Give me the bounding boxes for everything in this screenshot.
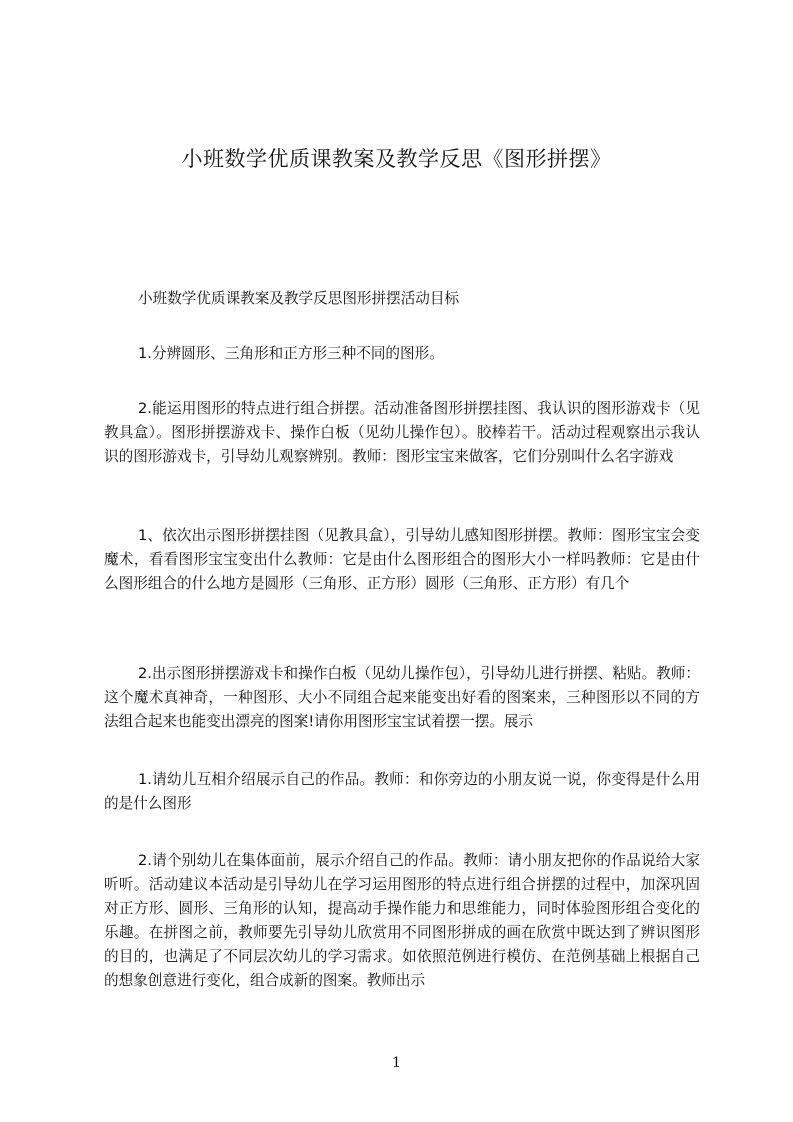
- paragraph-goal-1: 1.分辨圆形、三角形和正方形三种不同的图形。: [138, 345, 444, 362]
- paragraph-step-1: 1、依次出示图形拼摆挂图（见教具盒），引导幼儿感知图形拼摆。教师：图形宝宝会变魔术，看看图形宝宝变出什么教师：它是由什么图形组合的图形大小一样吗教师：它是由什么图形组合的什么地方是圆形（三角形、正方形）圆形（三角形、正方形）有几个: [104, 527, 700, 592]
- page-number: 1: [392, 1055, 401, 1071]
- paragraph-activity-goal-heading: 小班数学优质课教案及教学反思图形拼摆活动目标: [138, 290, 460, 307]
- paragraph-goal-2: 2.能运用图形的特点进行组合拼摆。活动准备图形拼摆挂图、我认识的图形游戏卡（见教具盒）。图形拼摆游戏卡、操作白板（见幼儿操作包）。胶棒若干。活动过程观察出示我认识的图形游戏卡，引导幼儿观察辨别。教师：图形宝宝来做客，它们分别叫什么名字游戏: [104, 400, 700, 465]
- document-title: 小班数学优质课教案及教学反思《图形拼摆》: [181, 147, 612, 171]
- paragraph-step-2: 2.出示图形拼摆游戏卡和操作白板（见幼儿操作包），引导幼儿进行拼摆、粘贴。教师：这个魔术真神奇，一种图形、大小不同组合起来能变出好看的图案来，三种图形以不同的方法组合起来也能变出漂亮的图案!请你用图形宝宝试着摆一摆。展示: [104, 665, 700, 730]
- paragraph-show-1: 1.请幼儿互相介绍展示自己的作品。教师：和你旁边的小朋友说一说，你变得是什么用的是什么图形: [104, 771, 700, 812]
- paragraph-show-2: 2.请个别幼儿在集体面前，展示介绍自己的作品。教师：请小朋友把你的作品说给大家听听。活动建议本活动是引导幼儿在学习运用图形的特点进行组合拼摆的过程中，加深巩固对正方形、圆形、三角形的认知，提高动手操作能力和思维能力，同时体验图形组合变化的乐趣。在拼图之前，教师要先引导幼儿欣赏用不同图形拼成的画在欣赏中既达到了辨识图形的目的，也满足了不同层次幼儿的学习需求。如依照范例进行模仿、在范例基础上根据自己的想象创意进行变化，组合成新的图案。教师出示: [104, 852, 700, 989]
